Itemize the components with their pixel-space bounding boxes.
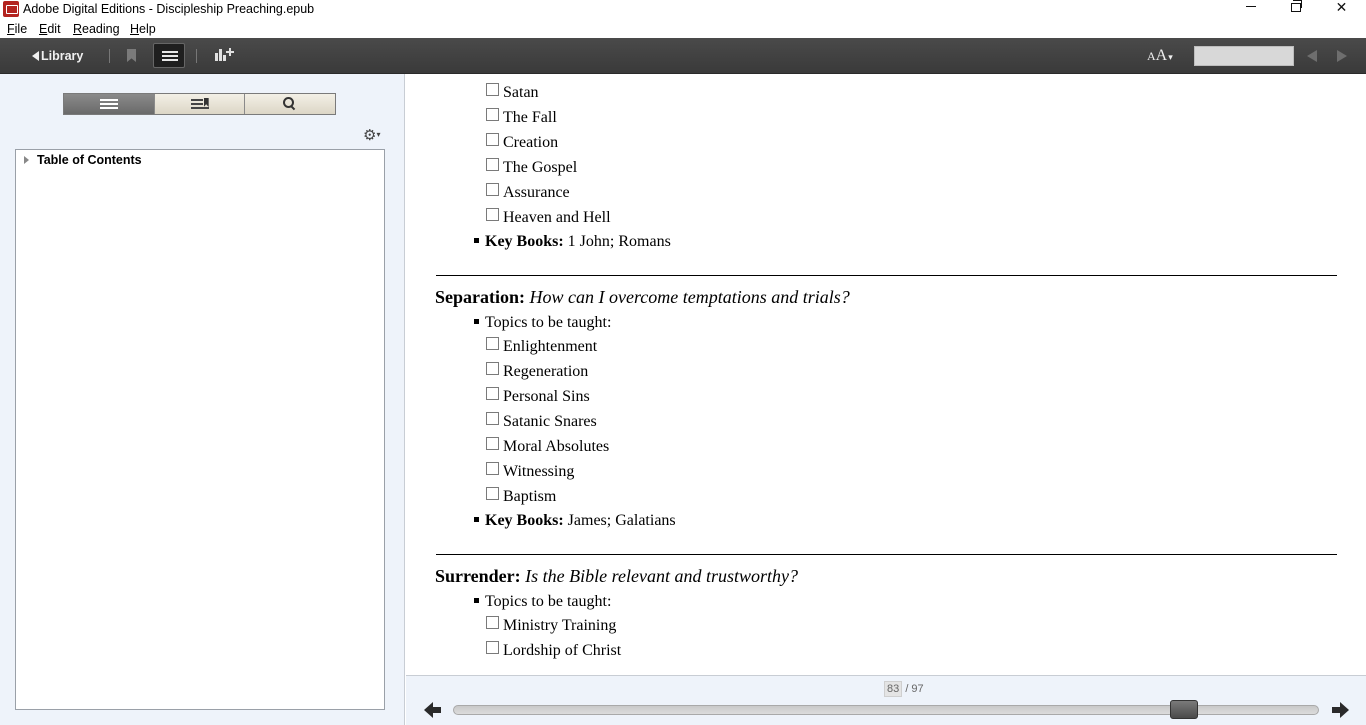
tab-table-of-contents[interactable] [64, 94, 155, 114]
menu-bar [0, 19, 1366, 38]
checkbox-icon [486, 387, 499, 400]
bookmarks-list-icon [191, 99, 209, 110]
page-navigation-bar [406, 675, 1366, 725]
font-size-button[interactable]: AA▾ [1147, 47, 1173, 64]
list-icon [162, 51, 178, 53]
previous-page-icon[interactable] [424, 702, 442, 718]
restore-icon [1291, 3, 1301, 12]
bullet-icon [474, 517, 479, 522]
list-item: Heaven and Hell [486, 208, 611, 228]
title-bar [0, 0, 1366, 19]
back-triangle-icon [32, 51, 39, 61]
checkbox-icon [486, 108, 499, 121]
chevron-down-icon: ▾ [1168, 52, 1173, 62]
close-icon: ✕ [1335, 0, 1348, 16]
search-next-icon[interactable] [1337, 50, 1347, 62]
checkbox-icon [486, 362, 499, 375]
checkbox-icon [486, 437, 499, 450]
list-item: Enlightenment [486, 337, 597, 357]
app-logo-icon [3, 1, 19, 17]
chart-add-icon[interactable] [215, 47, 235, 63]
toc-item[interactable]: Table of Contents [24, 153, 142, 167]
bullet-icon [474, 238, 479, 243]
list-item: The Gospel [486, 158, 577, 178]
key-books-line: Key Books: James; Galatians [474, 511, 676, 531]
list-item: Satan [486, 83, 539, 103]
search-input[interactable] [1194, 46, 1294, 66]
topics-heading: Topics to be taught: [474, 313, 611, 333]
list-item: Assurance [486, 183, 570, 203]
library-button[interactable] [26, 46, 89, 66]
toolbar-divider [109, 49, 110, 63]
list-item: The Fall [486, 108, 557, 128]
tab-bookmarks[interactable] [155, 94, 246, 114]
bullet-icon [474, 319, 479, 324]
bookmark-icon[interactable] [127, 49, 136, 62]
menu-file[interactable]: File [7, 22, 28, 36]
next-page-icon[interactable] [1331, 702, 1349, 718]
list-item: Personal Sins [486, 387, 590, 407]
page-slider-thumb[interactable] [1170, 700, 1198, 719]
bullet-icon [474, 598, 479, 603]
checkbox-icon [486, 616, 499, 629]
menu-help[interactable]: Help [130, 22, 156, 36]
section-heading-separation: Separation: How can I overcome temptations and trials? [435, 287, 850, 307]
checkbox-icon [486, 337, 499, 350]
toc-tree [15, 149, 385, 710]
tab-search[interactable] [245, 94, 335, 114]
list-item: Witnessing [486, 462, 574, 482]
section-divider [436, 275, 1337, 276]
gear-icon[interactable]: ⚙▾ [363, 126, 381, 144]
reading-pane [406, 74, 1366, 675]
checkbox-icon [486, 208, 499, 221]
list-item: Baptism [486, 487, 556, 507]
menu-reading[interactable]: Reading [73, 22, 120, 36]
page-indicator [884, 681, 924, 697]
toolbar [0, 38, 1366, 74]
checkbox-icon [486, 83, 499, 96]
minimize-button[interactable] [1228, 0, 1273, 18]
toolbar-divider [196, 49, 197, 63]
checkbox-icon [486, 487, 499, 500]
section-heading-surrender: Surrender: Is the Bible relevant and trustworthy? [435, 566, 798, 586]
search-icon [283, 97, 297, 111]
checkbox-icon [486, 412, 499, 425]
toc-toggle-button[interactable] [153, 43, 185, 68]
search-prev-icon[interactable] [1307, 50, 1317, 62]
close-button[interactable] [1319, 0, 1364, 18]
sidebar-view-switcher [63, 93, 336, 115]
list-item: Moral Absolutes [486, 437, 609, 457]
restore-button[interactable] [1273, 0, 1318, 18]
checkbox-icon [486, 641, 499, 654]
current-page-field[interactable]: 83 [884, 681, 902, 697]
list-item: Satanic Snares [486, 412, 597, 432]
checkbox-icon [486, 462, 499, 475]
library-label: Library [41, 49, 84, 63]
expand-triangle-icon[interactable] [24, 156, 29, 164]
checkbox-icon [486, 183, 499, 196]
total-pages: / 97 [905, 683, 924, 695]
topics-heading: Topics to be taught: [474, 592, 611, 612]
key-books-line: Key Books: 1 John; Romans [474, 232, 671, 252]
menu-edit[interactable]: Edit [39, 22, 61, 36]
section-divider [436, 554, 1337, 555]
minimize-icon [1246, 6, 1256, 7]
checkbox-icon [486, 158, 499, 171]
checkbox-icon [486, 133, 499, 146]
list-item: Ministry Training [486, 616, 616, 636]
window-title: Adobe Digital Editions - Discipleship Preaching.epub [23, 2, 315, 16]
list-item: Lordship of Christ [486, 641, 621, 661]
list-item: Creation [486, 133, 558, 153]
sidebar [0, 74, 405, 725]
toc-icon [100, 99, 118, 110]
list-item: Regeneration [486, 362, 588, 382]
